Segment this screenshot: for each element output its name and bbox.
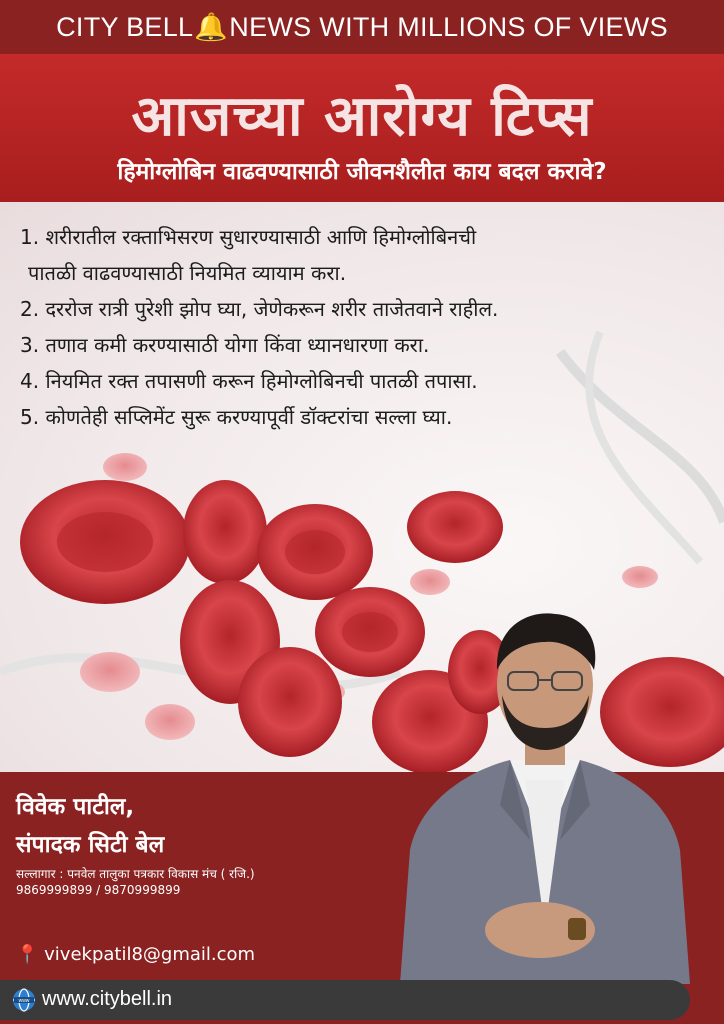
advisor-info <box>16 866 255 898</box>
tagline: NEWS WITH MILLIONS OF VIEWS <box>229 12 668 42</box>
top-banner <box>0 0 724 54</box>
brand-name: CITY BELL <box>56 12 194 42</box>
email-text[interactable]: vivekpatil8@gmail.com <box>44 944 256 965</box>
tip-item: 3. तणाव कमी करण्यासाठी योगा किंवा ध्यानधारणा करा. <box>20 333 430 357</box>
tip-item: 4. नियमित रक्त तपासणी करून हिमोग्लोबिनची पातळी तपासा. <box>20 369 478 393</box>
website-bar[interactable] <box>0 980 690 1020</box>
hero-banner <box>0 54 724 202</box>
tip-item: 1. शरीरातील रक्ताभिसरण सुधारण्यासाठी आणि हिमोग्लोबिनची <box>20 225 477 249</box>
advisor-text: सल्लागार : पनवेल तालुका पत्रकार विकास मंच ( रजि.) <box>16 867 255 881</box>
globe-icon <box>12 988 36 1012</box>
editor-info <box>16 788 164 864</box>
editor-name: विवेक पाटील, <box>16 794 135 820</box>
phone-numbers: 9869999899 / 9870999899 <box>16 883 181 897</box>
svg-text:www: www <box>18 998 30 1004</box>
editor-portrait <box>380 600 710 984</box>
bell-icon: 🔔 <box>194 12 229 42</box>
website-link[interactable]: www.citybell.in <box>42 988 173 1010</box>
tips-list <box>20 220 710 436</box>
email-row[interactable] <box>16 944 255 965</box>
page-title: आजच्या आरोग्य टिप्स <box>131 84 593 149</box>
tip-item: 5. कोणतेही सप्लिमेंट सुरू करण्यापूर्वी डॉक्टरांचा सल्ला घ्या. <box>20 405 453 429</box>
location-pin-icon: 📍 <box>16 944 39 965</box>
page-subtitle: हिमोग्लोबिन वाढवण्यासाठी जीवनशैलीत काय बदल करावे? <box>117 159 607 185</box>
tip-item: पातळी वाढवण्यासाठी नियमित व्यायाम करा. <box>28 261 347 285</box>
editor-role: संपादक सिटी बेल <box>16 832 165 858</box>
tip-item: 2. दररोज रात्री पुरेशी झोप घ्या, जेणेकरून शरीर ताजेतवाने राहील. <box>20 297 499 321</box>
